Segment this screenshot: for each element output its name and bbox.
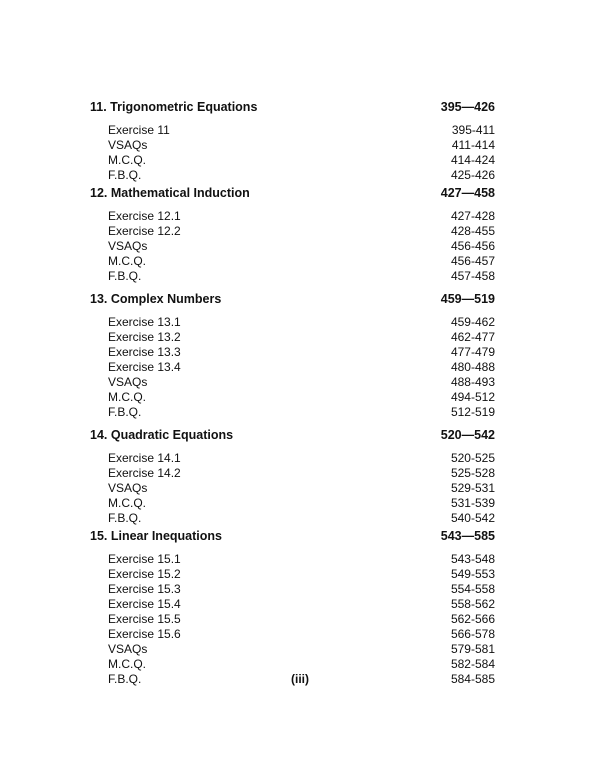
- table-of-contents: [90, 100, 495, 687]
- chapter-page-range: 459—519: [440, 292, 495, 306]
- chapter-section: [90, 100, 495, 186]
- list-item: [90, 567, 495, 582]
- list-item: [90, 481, 495, 496]
- chapter-page-range: 427—458: [440, 186, 495, 200]
- list-item: [90, 657, 495, 672]
- entry-list: [90, 552, 495, 687]
- entry-page-range: 543-548: [450, 552, 495, 566]
- chapter-section: [90, 292, 495, 428]
- entry-page-range: 529-531: [450, 481, 495, 495]
- entry-label: Exercise 15.2: [108, 567, 181, 581]
- entry-label: M.C.Q.: [108, 390, 146, 404]
- chapter-heading: [90, 428, 495, 443]
- list-item: [90, 138, 495, 153]
- entry-page-range: 414-424: [450, 153, 495, 167]
- entry-page-range: 477-479: [450, 345, 495, 359]
- entry-page-range: 428-455: [450, 224, 495, 238]
- entry-page-range: 456-457: [450, 254, 495, 268]
- entry-label: VSAQs: [108, 642, 148, 656]
- list-item: [90, 153, 495, 168]
- entry-page-range: 582-584: [450, 657, 495, 671]
- list-item: [90, 123, 495, 138]
- chapter-heading: [90, 292, 495, 307]
- entry-label: Exercise 11: [108, 123, 170, 137]
- entry-label: Exercise 15.6: [108, 627, 181, 641]
- entry-page-range: 525-528: [450, 466, 495, 480]
- entry-label: Exercise 14.1: [108, 451, 181, 465]
- entry-page-range: 462-477: [450, 330, 495, 344]
- entry-page-range: 520-525: [450, 451, 495, 465]
- entry-label: Exercise 14.2: [108, 466, 181, 480]
- entry-page-range: 579-581: [450, 642, 495, 656]
- entry-list: [90, 451, 495, 526]
- list-item: [90, 315, 495, 330]
- entry-label: VSAQs: [108, 375, 148, 389]
- entry-page-range: 456-456: [450, 239, 495, 253]
- list-item: [90, 345, 495, 360]
- chapter-page-range: 543—585: [440, 529, 495, 543]
- chapter-section: [90, 186, 495, 292]
- list-item: [90, 360, 495, 375]
- entry-label: M.C.Q.: [108, 254, 146, 268]
- entry-page-range: 480-488: [450, 360, 495, 374]
- list-item: [90, 269, 495, 284]
- entry-page-range: 584-585: [450, 672, 495, 686]
- list-item: [90, 496, 495, 511]
- page-number: (iii): [291, 672, 309, 686]
- list-item: [90, 224, 495, 239]
- chapter-page-range: 520—542: [440, 428, 495, 442]
- list-item: [90, 552, 495, 567]
- entry-label: Exercise 12.2: [108, 224, 181, 238]
- entry-page-range: 411-414: [451, 138, 495, 152]
- list-item: [90, 597, 495, 612]
- entry-list: [90, 209, 495, 284]
- chapter-heading: [90, 186, 495, 201]
- entry-list: [90, 315, 495, 420]
- entry-page-range: 554-558: [450, 582, 495, 596]
- chapter-page-range: 395—426: [440, 100, 495, 114]
- entry-page-range: 558-562: [450, 597, 495, 611]
- entry-page-range: 425-426: [450, 168, 495, 182]
- chapter-title: 12. Mathematical Induction: [90, 186, 250, 200]
- list-item: [90, 239, 495, 254]
- list-item: [90, 254, 495, 269]
- chapter-heading: [90, 529, 495, 544]
- entry-label: VSAQs: [108, 138, 148, 152]
- list-item: [90, 330, 495, 345]
- entry-label: Exercise 13.1: [108, 315, 181, 329]
- entry-page-range: 488-493: [450, 375, 495, 389]
- chapter-title: 13. Complex Numbers: [90, 292, 222, 306]
- chapter-title: 14. Quadratic Equations: [90, 428, 234, 442]
- list-item: [90, 390, 495, 405]
- list-item: [90, 405, 495, 420]
- list-item: [90, 582, 495, 597]
- entry-page-range: 457-458: [450, 269, 495, 283]
- entry-page-range: 549-553: [450, 567, 495, 581]
- entry-label: Exercise 13.4: [108, 360, 181, 374]
- list-item: [90, 612, 495, 627]
- entry-label: Exercise 13.2: [108, 330, 181, 344]
- list-item: [90, 511, 495, 526]
- entry-label: Exercise 15.3: [108, 582, 181, 596]
- entry-label: M.C.Q.: [108, 153, 146, 167]
- chapter-section: [90, 529, 495, 687]
- entry-label: M.C.Q.: [108, 496, 146, 510]
- entry-page-range: 395-411: [451, 123, 495, 137]
- list-item: [90, 466, 495, 481]
- entry-label: M.C.Q.: [108, 657, 146, 671]
- chapter-title: 15. Linear Inequations: [90, 529, 222, 543]
- entry-label: Exercise 15.5: [108, 612, 181, 626]
- list-item: [90, 375, 495, 390]
- list-item: [90, 168, 495, 183]
- entry-page-range: 427-428: [450, 209, 495, 223]
- entry-label: Exercise 13.3: [108, 345, 181, 359]
- entry-list: [90, 123, 495, 183]
- entry-label: Exercise 12.1: [108, 209, 181, 223]
- entry-page-range: 562-566: [450, 612, 495, 626]
- entry-page-range: 540-542: [450, 511, 495, 525]
- entry-label: F.B.Q.: [108, 168, 142, 182]
- entry-page-range: 494-512: [450, 390, 495, 404]
- chapter-heading: [90, 100, 495, 115]
- list-item: [90, 451, 495, 466]
- list-item: [90, 642, 495, 657]
- entry-page-range: 531-539: [450, 496, 495, 510]
- entry-label: F.B.Q.: [108, 511, 142, 525]
- entry-page-range: 566-578: [450, 627, 495, 641]
- entry-label: F.B.Q.: [108, 269, 142, 283]
- entry-label: VSAQs: [108, 481, 148, 495]
- list-item: [90, 627, 495, 642]
- entry-label: Exercise 15.4: [108, 597, 181, 611]
- entry-page-range: 512-519: [450, 405, 495, 419]
- chapter-section: [90, 428, 495, 529]
- entry-label: F.B.Q.: [108, 672, 142, 686]
- list-item: [90, 209, 495, 224]
- entry-page-range: 459-462: [450, 315, 495, 329]
- entry-label: F.B.Q.: [108, 405, 142, 419]
- entry-label: Exercise 15.1: [108, 552, 181, 566]
- chapter-title: 11. Trigonometric Equations: [90, 100, 258, 114]
- entry-label: VSAQs: [108, 239, 148, 253]
